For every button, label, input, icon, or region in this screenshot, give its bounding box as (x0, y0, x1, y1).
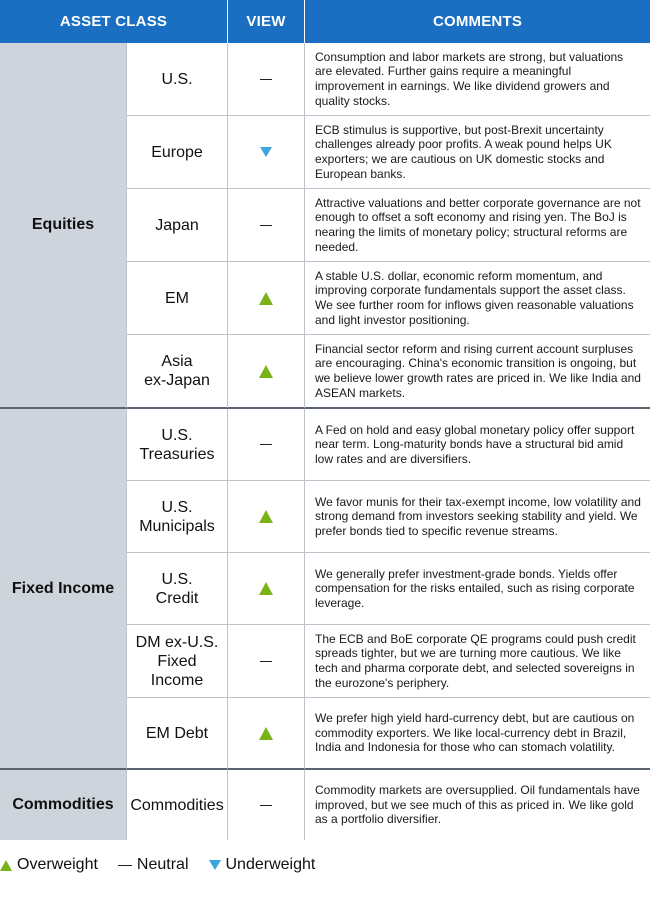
legend-item-underweight (209, 856, 316, 874)
neutral-dash-icon (260, 805, 272, 806)
legend (0, 856, 335, 874)
view-indicator (227, 625, 304, 698)
overweight-triangle-icon (259, 365, 273, 378)
comment-text: Consumption and labor markets are strong, but valuations are elevated. Further gains require a meaningful improvement in earnings. We like dividend growers and quality stocks. (304, 43, 650, 116)
sub-asset-class: U.S. (126, 43, 227, 116)
sub-asset-class: U.S. Municipals (126, 481, 227, 553)
sub-asset-class: EM (126, 262, 227, 335)
neutral-dash-icon (260, 79, 272, 80)
comment-text: We prefer high yield hard-currency debt, but are cautious on commodity exporters. We like local-currency debt in Brazil, India and Indonesia for those who can stomach volatility. (304, 698, 650, 770)
overweight-triangle-icon (259, 727, 273, 740)
overweight-triangle-icon (0, 860, 12, 871)
asset-class-label: Commodities (0, 770, 126, 840)
overweight-triangle-icon (259, 582, 273, 595)
sub-asset-class: Commodities (126, 770, 227, 840)
legend-item-overweight (0, 856, 98, 874)
overweight-triangle-icon (259, 292, 273, 305)
header-asset-class: ASSET CLASS (0, 0, 227, 43)
sub-asset-class: Europe (126, 116, 227, 189)
view-indicator (227, 189, 304, 262)
view-indicator (227, 43, 304, 116)
comment-text: We generally prefer investment-grade bonds. Yields offer compensation for the risks entailed, such as rising corporate leverage. (304, 553, 650, 625)
sub-asset-class: Japan (126, 189, 227, 262)
asset-class-label: Equities (0, 43, 126, 409)
view-indicator (227, 116, 304, 189)
comment-text: The ECB and BoE corporate QE programs could push credit spreads tighter, but we are turning more cautious. We like tech and pharma corporate debt, and selected sovereigns in the eurozone's periphery. (304, 625, 650, 698)
comment-text: A stable U.S. dollar, economic reform momentum, and improving corporate fundamentals support the asset class. We see further room for inflows given reasonable valuations and light investor positioning. (304, 262, 650, 335)
legend-item-neutral (118, 856, 189, 874)
view-indicator (227, 553, 304, 625)
underweight-triangle-icon (260, 147, 272, 157)
comment-text: Commodity markets are oversupplied. Oil fundamentals have improved, but we see much of this as priced in. We like gold as a portfolio diversifier. (304, 770, 650, 840)
header-view: VIEW (227, 0, 304, 43)
comment-text: Attractive valuations and better corporate governance are not enough to offset a soft economy and rising yen. The BoJ is nearing the limits of monetary policy; structural reforms are needed. (304, 189, 650, 262)
asset-class-label: Fixed Income (0, 409, 126, 770)
header-comments: COMMENTS (304, 0, 650, 43)
comment-text: We favor munis for their tax-exempt income, low volatility and strong demand from investors seeking stability and yield. We prefer bonds tied to specific revenue streams. (304, 481, 650, 553)
neutral-dash-icon (118, 865, 132, 866)
legend-label-neutral: Neutral (136, 856, 189, 873)
overweight-triangle-icon (259, 510, 273, 523)
neutral-dash-icon (260, 225, 272, 226)
view-indicator (227, 335, 304, 409)
legend-label-underweight: Underweight (225, 856, 316, 873)
comment-text: ECB stimulus is supportive, but post-Brexit uncertainty challenges already poor profits. A weak pound helps UK exporters; we are cautious on UK domestic stocks and European banks. (304, 116, 650, 189)
sub-asset-class: EM Debt (126, 698, 227, 770)
view-indicator (227, 262, 304, 335)
view-indicator (227, 409, 304, 481)
sub-asset-class: Asia ex-Japan (126, 335, 227, 409)
view-indicator (227, 481, 304, 553)
comment-text: Financial sector reform and rising current account surpluses are encouraging. China's economic transition is ongoing, but we believe lower growth rates are priced in. We like India and ASEAN markets. (304, 335, 650, 409)
legend-label-overweight: Overweight (17, 856, 98, 873)
neutral-dash-icon (260, 661, 272, 662)
comment-text: A Fed on hold and easy global monetary policy offer support near term. Long-maturity bonds have a structural bid amid low rates and are diversifiers. (304, 409, 650, 481)
sub-asset-class: DM ex-U.S. Fixed Income (126, 625, 227, 698)
sub-asset-class: U.S. Treasuries (126, 409, 227, 481)
sub-asset-class: U.S. Credit (126, 553, 227, 625)
underweight-triangle-icon (209, 860, 221, 870)
view-indicator (227, 770, 304, 840)
neutral-dash-icon (260, 444, 272, 445)
view-indicator (227, 698, 304, 770)
